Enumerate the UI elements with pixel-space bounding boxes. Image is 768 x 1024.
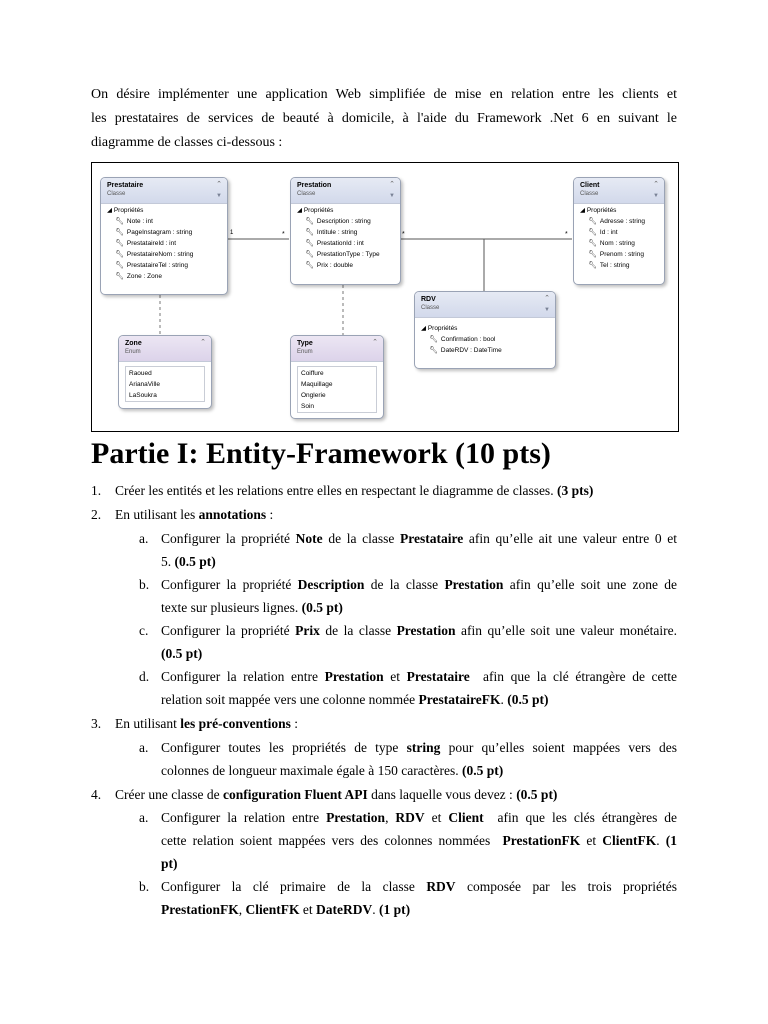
collapse-icon: ⌃ [200, 339, 206, 346]
q2-number: 2. [91, 507, 102, 522]
enum-value: LaSoukra [129, 392, 157, 399]
collapse-icon: ⌃ [544, 295, 550, 302]
mult-prestation-right: * [402, 231, 405, 238]
q3a-text: Configurer toutes les propriétés de type string pour qu’elles soient mappées vers des colonnes de longueur maximale égale à 150 caractères. (0.5 pt) [161, 740, 677, 778]
class-box-client [573, 177, 665, 285]
class-stereotype: Classe [580, 191, 599, 197]
expand-icon: ◢ [580, 207, 587, 214]
class-box-prestation [290, 177, 401, 285]
section-title: Partie I: Entity-Framework (10 pts) [91, 437, 551, 470]
property-row: 🔧︎ Nom : string [588, 240, 635, 247]
class-name: Prestataire [107, 182, 144, 189]
collapse-icon: ⌃ [216, 181, 222, 188]
wrench-icon: 🔧︎ [588, 262, 597, 269]
intro-line-1: On désire implémenter une application Web simplifiée de mise en relation entre les clients et [91, 87, 677, 102]
section-label: Propriétés [586, 207, 617, 214]
enum-name: Zone [125, 340, 142, 347]
q2d-text: Configurer la relation entre Prestation et Prestataire afin que la clé étrangère de cette relation soit mappée vers une colonne nommée PrestataireFK. (0.5 pt) [161, 669, 678, 707]
filter-icon: ▼ [544, 307, 550, 313]
intro-line-2: les prestataires de services de beauté à domicile, à l'aide du Framework .Net 6 en suivant le [91, 111, 677, 126]
property-row: 🔧︎ Zone : Zone [115, 273, 162, 280]
enum-value: Soin [301, 403, 315, 410]
property-row: 🔧︎ Prix : double [305, 262, 354, 269]
filter-icon: ▼ [216, 193, 222, 199]
q4b-text: Configurer la clé primaire de la classe RDV composée par les trois propriétés PrestationFK, ClientFK et DateRDV. (1 pt) [161, 879, 678, 917]
property-row: 🔧︎ PageInstagram : string [115, 229, 193, 236]
class-name: Client [580, 182, 600, 189]
property-row: 🔧︎ Prenom : string [588, 251, 644, 258]
q2b-text: Configurer la propriété Description de la classe Prestation afin qu’elle soit une zone de texte sur plusieurs lignes. (0.5 pt) [161, 577, 678, 615]
property-row: 🔧︎ DateRDV : DateTime [429, 347, 502, 354]
enum-stereotype: Enum [297, 349, 313, 355]
class-box-rdv [414, 291, 556, 369]
mult-prestation-left: * [282, 231, 285, 238]
property-row: 🔧︎ PrestationType : Type [305, 251, 380, 258]
class-stereotype: Classe [107, 191, 126, 197]
property-row: 🔧︎ PrestataireId : int [115, 240, 177, 247]
property-row: 🔧︎ PrestataireTel : string [115, 262, 188, 269]
mult-prestataire: 1 [230, 230, 234, 236]
expand-icon: ◢ [297, 207, 304, 214]
collapse-icon: ⌃ [389, 181, 395, 188]
wrench-icon: 🔧︎ [305, 218, 314, 225]
expand-icon: ◢ [107, 207, 114, 214]
wrench-icon: 🔧︎ [305, 240, 314, 247]
wrench-icon: 🔧︎ [429, 347, 438, 354]
q3-number: 3. [91, 716, 102, 731]
q1-number: 1. [91, 483, 102, 498]
q4a-label: a. [139, 810, 149, 825]
property-row: 🔧︎ Description : string [305, 218, 371, 225]
filter-icon: ▼ [653, 193, 659, 199]
wrench-icon: 🔧︎ [115, 229, 124, 236]
wrench-icon: 🔧︎ [305, 229, 314, 236]
section-label: Propriétés [303, 207, 334, 214]
wrench-icon: 🔧︎ [588, 251, 597, 258]
intro-line-3: diagramme de classes ci-dessous : [91, 135, 283, 150]
enum-name: Type [297, 340, 313, 347]
q4b-label: b. [139, 879, 150, 894]
wrench-icon: 🔧︎ [588, 240, 597, 247]
mult-client: * [565, 231, 568, 238]
q4a-text: Configurer la relation entre Prestation, RDV et Client afin que les clés étrangères de cette relation soient mappées vers des colonnes nommées PrestationFK et ClientFK. (1 pt) [161, 810, 678, 871]
enum-box-type [290, 335, 384, 419]
wrench-icon: 🔧︎ [305, 262, 314, 269]
wrench-icon: 🔧︎ [305, 251, 314, 258]
q1-text: Créer les entités et les relations entre elles en respectant le diagramme de classes. (3 pts) [115, 483, 594, 498]
filter-icon: ▼ [389, 193, 395, 199]
enum-value: ArianaVille [129, 381, 160, 388]
wrench-icon: 🔧︎ [115, 240, 124, 247]
collapse-icon: ⌃ [372, 339, 378, 346]
property-row: 🔧︎ Note : int [115, 218, 153, 225]
property-row: 🔧︎ Adresse : string [588, 218, 646, 225]
q2c-label: c. [139, 623, 149, 638]
q2c-text: Configurer la propriété Prix de la classe Prestation afin qu’elle soit une valeur monétaire. (0.5 pt) [161, 623, 678, 661]
q2b-label: b. [139, 577, 150, 592]
section-label: Propriétés [113, 207, 144, 214]
class-stereotype: Classe [297, 191, 316, 197]
enum-value: Raoued [129, 370, 152, 377]
wrench-icon: 🔧︎ [115, 218, 124, 225]
q3-text: En utilisant les pré-conventions : [115, 716, 299, 731]
q2a-text: Configurer la propriété Note de la classe Prestataire afin qu’elle ait une valeur entre 0 et 5. (0.5 pt) [161, 531, 678, 569]
intro-paragraph [91, 83, 677, 155]
collapse-icon: ⌃ [653, 181, 659, 188]
enum-value: Onglerie [301, 392, 326, 399]
section-label: Propriétés [427, 325, 458, 332]
enum-box-zone [118, 335, 212, 409]
q2d-label: d. [139, 669, 150, 684]
q4-text: Créer une classe de configuration Fluent API dans laquelle vous devez : (0.5 pt) [115, 787, 558, 802]
property-row: 🔧︎ Intitule : string [305, 229, 358, 236]
enum-value: Maquillage [301, 381, 333, 388]
class-box-prestataire [100, 177, 228, 295]
wrench-icon: 🔧︎ [115, 251, 124, 258]
property-row: 🔧︎ Confirmation : bool [429, 336, 496, 343]
class-name: RDV [421, 296, 436, 303]
expand-icon: ◢ [421, 325, 428, 332]
wrench-icon: 🔧︎ [115, 262, 124, 269]
wrench-icon: 🔧︎ [588, 218, 597, 225]
q3a-label: a. [139, 740, 149, 755]
property-row: 🔧︎ Id : int [588, 229, 618, 236]
q2a-label: a. [139, 531, 149, 546]
property-row: 🔧︎ PrestationId : int [305, 240, 364, 247]
q4-number: 4. [91, 787, 102, 802]
class-stereotype: Classe [421, 305, 440, 311]
property-row: 🔧︎ PrestataireNom : string [115, 251, 194, 258]
property-row: 🔧︎ Tel : string [588, 262, 630, 269]
wrench-icon: 🔧︎ [588, 229, 597, 236]
q2-text: En utilisant les annotations : [115, 507, 274, 522]
enum-stereotype: Enum [125, 349, 141, 355]
class-diagram [91, 162, 679, 432]
wrench-icon: 🔧︎ [115, 273, 124, 280]
enum-value: Coiffure [301, 370, 324, 377]
wrench-icon: 🔧︎ [429, 336, 438, 343]
class-name: Prestation [297, 182, 332, 189]
